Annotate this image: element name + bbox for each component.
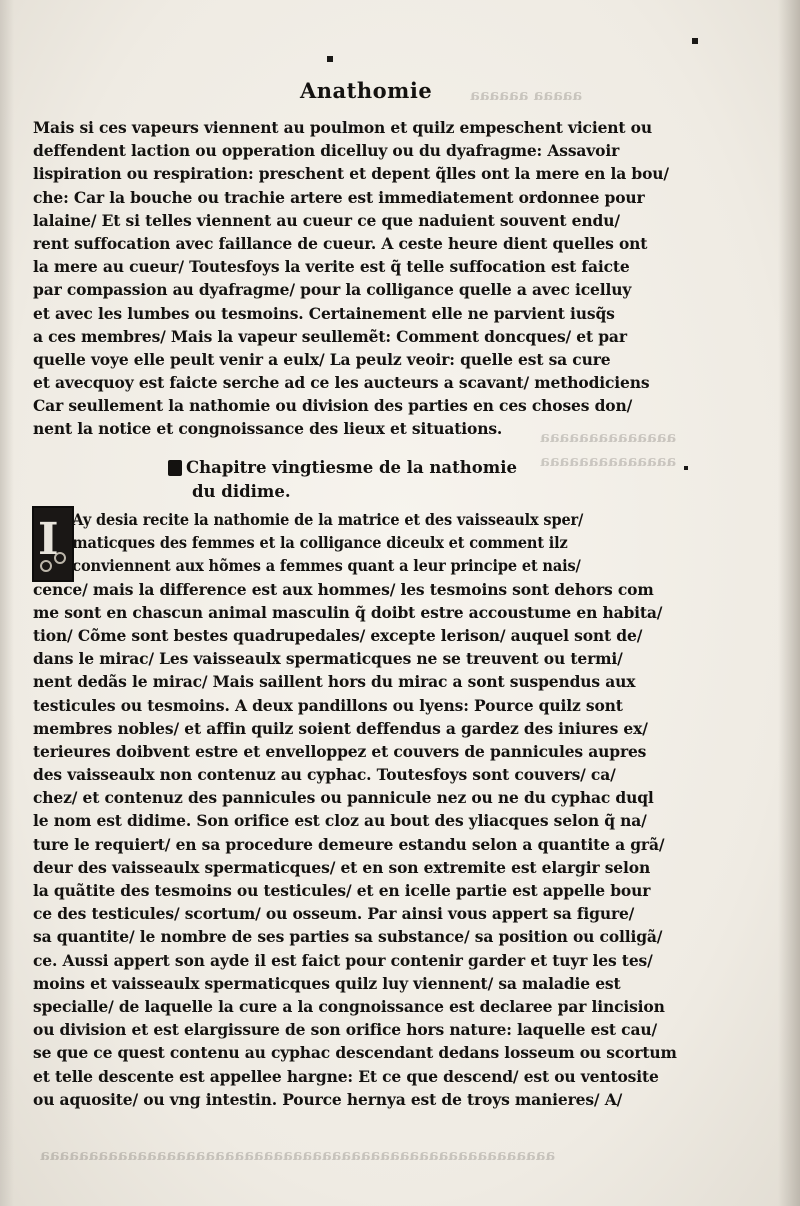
text-line: la mere au cueur/ Toutesfoys la verite est q̃ telle suffocation est faicte — [33, 257, 630, 277]
text-line: et avecquoy est faicte serche ad ce les aucteurs a scavant/ methodiciens — [33, 373, 650, 393]
text-line: et telle descente est appellee hargne: Et ce que descend/ est ou ventosite — [33, 1066, 659, 1086]
text-line: lalaine/ Et si telles viennent au cueur ce que naduient souvent endu/ — [33, 210, 620, 230]
text-line: tion/ Cõme sont bestes quadrupedales/ excepte lerison/ auquel sont de/ — [33, 625, 643, 645]
text-line: a ces membres/ Mais la vapeur seullemẽt: Comment doncques/ et par — [33, 326, 627, 346]
paragraph-1 — [33, 116, 688, 441]
show-through-text: aaaaa aaaaaa — [470, 86, 583, 104]
text-line: specialle/ de laquelle la cure a la congnoissance est declaree par lincision — [33, 996, 665, 1016]
text-line: et avec les lumbes ou tesmoins. Certainement elle ne parvient iusq̃s — [33, 303, 615, 323]
text-line: nent dedãs le mirac/ Mais saillent hors du mirac a sont suspendus aux — [33, 672, 636, 692]
text-line: chez/ et contenuz des pannicules ou pannicule nez ou ne du cyphac duql — [33, 788, 654, 808]
page-edge-left — [0, 0, 14, 1206]
text-line: quelle voye elle peult venir a eulx/ La peulz veoir: quelle est sa cure — [33, 349, 611, 369]
show-through-text: aaaaaaaaaaaaaaaaaaaaaaaaaaaaaaaaaaaaaaaaaaaaaaaaaaaaa — [40, 1146, 556, 1164]
text-line: ou division et est elargissure de son orifice hors nature: laquelle est cau/ — [33, 1020, 657, 1040]
ink-speck — [692, 38, 698, 44]
text-line: sa quantite/ le nombre de ses parties sa substance/ sa position ou colligã/ — [33, 927, 663, 947]
text-line: lispiration ou respiration: preschent et depent q̃lles ont la mere en la bou/ — [33, 164, 669, 184]
text-line: Ay desia recite la nathomie de la matrice et des vaisseaulx sper/ — [72, 510, 584, 529]
text-line: nent la notice et congnoissance des lieux et situations. — [33, 419, 503, 439]
text-line: dans le mirac/ Les vaisseaulx spermaticques ne se treuvent ou termi/ — [33, 649, 623, 669]
text-line: me sont en chascun animal masculin q̃ doibt estre accoustume en habita/ — [33, 602, 663, 622]
text-line: deur des vaisseaulx spermaticques/ et en son extremite est elargir selon — [33, 857, 651, 877]
show-through-text: aaaaaaaaaaaaaa — [540, 452, 677, 470]
text-line: conviennent aux hõmes a femmes quant a leur principe et nais/ — [72, 556, 581, 576]
paragraph-2 — [33, 508, 688, 1111]
text-line: par compassion au dyafragme/ pour la colligance quelle a avec icelluy — [33, 280, 632, 300]
ink-speck — [684, 466, 688, 470]
text-line: des vaisseaulx non contenuz au cyphac. Toutesfoys sont couvers/ ca/ — [33, 765, 616, 785]
text-line: cence/ mais la difference est aux hommes/ les tesmoins sont dehors com — [33, 579, 654, 599]
show-through-text: aaaaaaaaaaaaaa — [540, 428, 677, 446]
running-head: Anathomie — [300, 78, 433, 103]
text-line: ture le requiert/ en sa procedure demeure estandu selon a quantite a grã/ — [33, 834, 665, 854]
chapter-heading-line-2: du didime. — [192, 482, 291, 501]
text-line: che: Car la bouche ou trachie artere est immediatement ordonnee pour — [33, 187, 645, 207]
text-line: testicules ou tesmoins. A deux pandillons ou lyens: Pource quilz sont — [33, 695, 623, 715]
page-edge-right — [778, 0, 800, 1206]
text-line: Car seullement la nathomie ou division des parties en ces choses don/ — [33, 396, 633, 416]
text-line: deffendent laction ou opperation dicelluy ou du dyafragme: Assavoir — [33, 141, 620, 161]
text-line: rent suffocation avec faillance de cueur. A ceste heure dient quelles ont — [33, 233, 648, 253]
text-line: moins et vaisseaulx spermaticques quilz luy viennent/ sa maladie est — [33, 973, 621, 993]
text-line: Mais si ces vapeurs viennent au poulmon et quilz empeschent vicient ou — [33, 118, 652, 137]
chapter-heading-line-1: Chapitre vingtiesme de la nathomie — [186, 458, 517, 477]
text-line: le nom est didime. Son orifice est cloz au bout des yliacques selon q̃ na/ — [33, 811, 647, 831]
text-line: membres nobles/ et affin quilz soient deffendus a gardez des iniures ex/ — [33, 718, 648, 738]
drop-cap-letter: I — [38, 514, 59, 565]
chapter-heading — [170, 456, 517, 504]
text-line: maticques des femmes et la colligance diceulx et comment ilz — [72, 533, 568, 553]
text-line: ce des testicules/ scortum/ ou osseum. Par ainsi vous appert sa figure/ — [33, 904, 635, 924]
paragraph-mark-icon — [168, 460, 182, 476]
text-line: terieures doibvent estre et envelloppez et couvers de pannicules aupres — [33, 741, 647, 761]
text-line: se que ce quest contenu au cyphac descendant dedans losseum ou scortum — [33, 1043, 677, 1063]
ink-speck — [327, 56, 333, 62]
text-line: ce. Aussi appert son ayde il est faict pour contenir garder et tuyr les tes/ — [33, 950, 653, 970]
text-line: la quãtite des tesmoins ou testicules/ et en icelle partie est appelle bour — [33, 881, 651, 900]
text-line: ou aquosite/ ou vng intestin. Pource hernya est de troys manieres/ A/ — [33, 1089, 623, 1109]
